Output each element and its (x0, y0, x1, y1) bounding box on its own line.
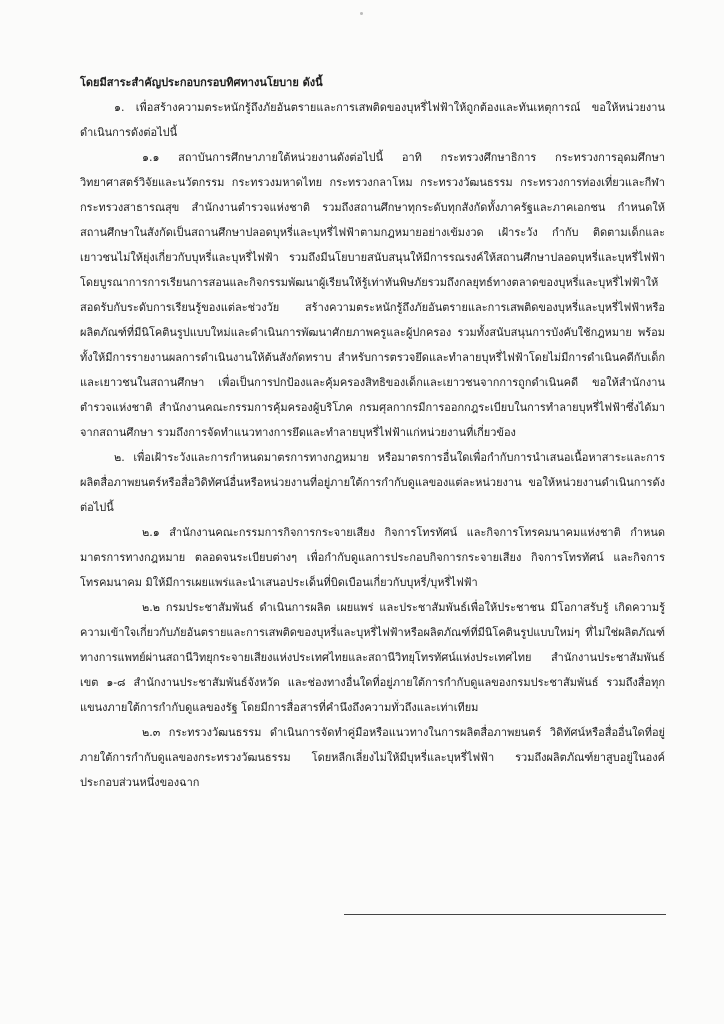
paragraph-item-2-2: ๒.๒ กรมประชาสัมพันธ์ ดำเนินการผลิต เผยแพร่ และประชาสัมพันธ์เพื่อให้ประชาชน มีโอกาสรับรู้ เกิดความรู้ ความเข้าใจเกี่ยวกับภัยอันตรายและการเสพติดของบุหรี่และบุหรี่ไฟฟ้าหรือผลิตภัณฑ์ที่มีนิโคตินรูปแบบใหม่ๆ ที่ไม่ใช่ผลิตภัณฑ์ทางการแพทย์ผ่านสถานีวิทยุกระจายเสียงแห่งประเทศไทยและสถานีวิทยุโทรทัศน์แห่งประเทศไทย สำนักงานประชาสัมพันธ์ เขต ๑-๘ สำนักงานประชาสัมพันธ์จังหวัด และช่องทางอื่นใดที่อยู่ภายใต้การกำกับดูแลของกรมประชาสัมพันธ์ รวมถึงสื่อทุกแขนงภายใต้การกำกับดูแลของรัฐ โดยมีการสื่อสารที่คำนึงถึงความทั่วถึงและเท่าเทียม (80, 601, 665, 714)
signature-line (344, 914, 666, 915)
document-body (80, 70, 665, 795)
scan-speck (360, 12, 363, 15)
paragraph-item-2: ๒. เพื่อเฝ้าระวังและการกำหนดมาตรการทางกฎหมาย หรือมาตรการอื่นใดเพื่อกำกับการนำเสนอเนื้อหาสาระและการผลิตสื่อภาพยนตร์หรือสื่อวิดิทัศน์อื่นหรือหน่วยงานที่อยู่ภายใต้การกำกับดูแลของแต่ละหน่วยงาน ขอให้หน่วยงานดำเนินการดังต่อไปนี้ (80, 451, 665, 514)
paragraph-item-1: ๑. เพื่อสร้างความตระหนักรู้ถึงภัยอันตรายและการเสพติดของบุหรี่ไฟฟ้าให้ถูกต้องและทันเหตุการณ์ ขอให้หน่วยงานดำเนินการดังต่อไปนี้ (80, 101, 665, 139)
paragraph-item-1-1: ๑.๑ สถาบันการศึกษาภายใต้หน่วยงานดังต่อไปนี้ อาทิ กระทรวงศึกษาธิการ กระทรวงการอุดมศึกษา วิทยาศาสตร์วิจัยและนวัตกรรม กระทรวงมหาดไทย กระทรวงกลาโหม กระทรวงวัฒนธรรม กระทรวงการท่องเที่ยวและกีฬา กระทรวงสาธารณสุข สำนักงานตำรวจแห่งชาติ รวมถึงสถานศึกษาทุกระดับทุกสังกัดทั้งภาครัฐและภาคเอกชน กำหนดให้สถานศึกษาในสังกัดเป็นสถานศึกษาปลอดบุหรี่และบุหรี่ไฟฟ้าตามกฎหมายอย่างเข้มงวด เฝ้าระวัง กำกับ ติดตามเด็กและเยาวชนไม่ให้ยุ่งเกี่ยวกับบุหรี่และบุหรี่ไฟฟ้า รวมถึงมีนโยบายสนับสนุนให้มีการรณรงค์ให้สถานศึกษาปลอดบุหรี่และบุหรี่ไฟฟ้า โดยบูรณาการการเรียนการสอนและกิจกรรมพัฒนาผู้เรียนให้รู้เท่าทันพิษภัยรวมถึงกลยุทธ์ทางตลาดของบุหรี่และบุหรี่ไฟฟ้าให้สอดรับกับระดับการเรียนรู้ของแต่ละช่วงวัย สร้างความตระหนักรู้ถึงภัยอันตรายและการเสพติดของบุหรี่และบุหรี่ไฟฟ้าหรือผลิตภัณฑ์ที่มีนิโคตินรูปแบบใหม่และดำเนินการพัฒนาศักยภาพครูและผู้ปกครอง รวมทั้งสนับสนุนการบังคับใช้กฎหมาย พร้อมทั้งให้มีการรายงานผลการดำเนินงานให้ต้นสังกัดทราบ สำหรับการตรวจยึดและทำลายบุหรี่ไฟฟ้าโดยไม่มีการดำเนินคดีกับเด็กและเยาวชนในสถานศึกษา เพื่อเป็นการปกป้องและคุ้มครองสิทธิของเด็กและเยาวชนจากการถูกดำเนินคดี ขอให้สำนักงานตำรวจแห่งชาติ สำนักงานคณะกรรมการคุ้มครองผู้บริโภค กรมศุลกากรมีการออกกฎระเบียบในการทำลายบุหรี่ไฟฟ้าซึ่งได้มาจากสถานศึกษา รวมถึงการจัดทำแนวทางการยึดและทำลายบุหรี่ไฟฟ้าแก่หน่วยงานที่เกี่ยวข้อง (80, 151, 665, 439)
document-heading: โดยมีสาระสำคัญประกอบกรอบทิศทางนโยบาย ดังนี้ (80, 76, 323, 89)
paragraph-item-2-3: ๒.๓ กระทรวงวัฒนธรรม ดำเนินการจัดทำคู่มือหรือแนวทางในการผลิตสื่อภาพยนตร์ วิดิทัศน์หรือสื่ออื่นใดที่อยู่ภายใต้การกำกับดูแลของกระทรวงวัฒนธรรม โดยหลีกเลี่ยงไม่ให้มีบุหรี่และบุหรี่ไฟฟ้า รวมถึงผลิตภัณฑ์ยาสูบอยู่ในองค์ประกอบส่วนหนึ่งของฉาก (80, 726, 665, 789)
paragraph-item-2-1: ๒.๑ สำนักงานคณะกรรมการกิจการกระจายเสียง กิจการโทรทัศน์ และกิจการโทรคมนาคมแห่งชาติ กำหนดมาตรการทางกฎหมาย ตลอดจนระเบียบต่างๆ เพื่อกำกับดูแลการประกอบกิจการกระจายเสียง กิจการโทรทัศน์ และกิจการโทรคมนาคม มิให้มีการเผยแพร่และนำเสนอประเด็นที่บิดเบือนเกี่ยวกับบุหรี่/บุหรี่ไฟฟ้า (80, 526, 665, 589)
